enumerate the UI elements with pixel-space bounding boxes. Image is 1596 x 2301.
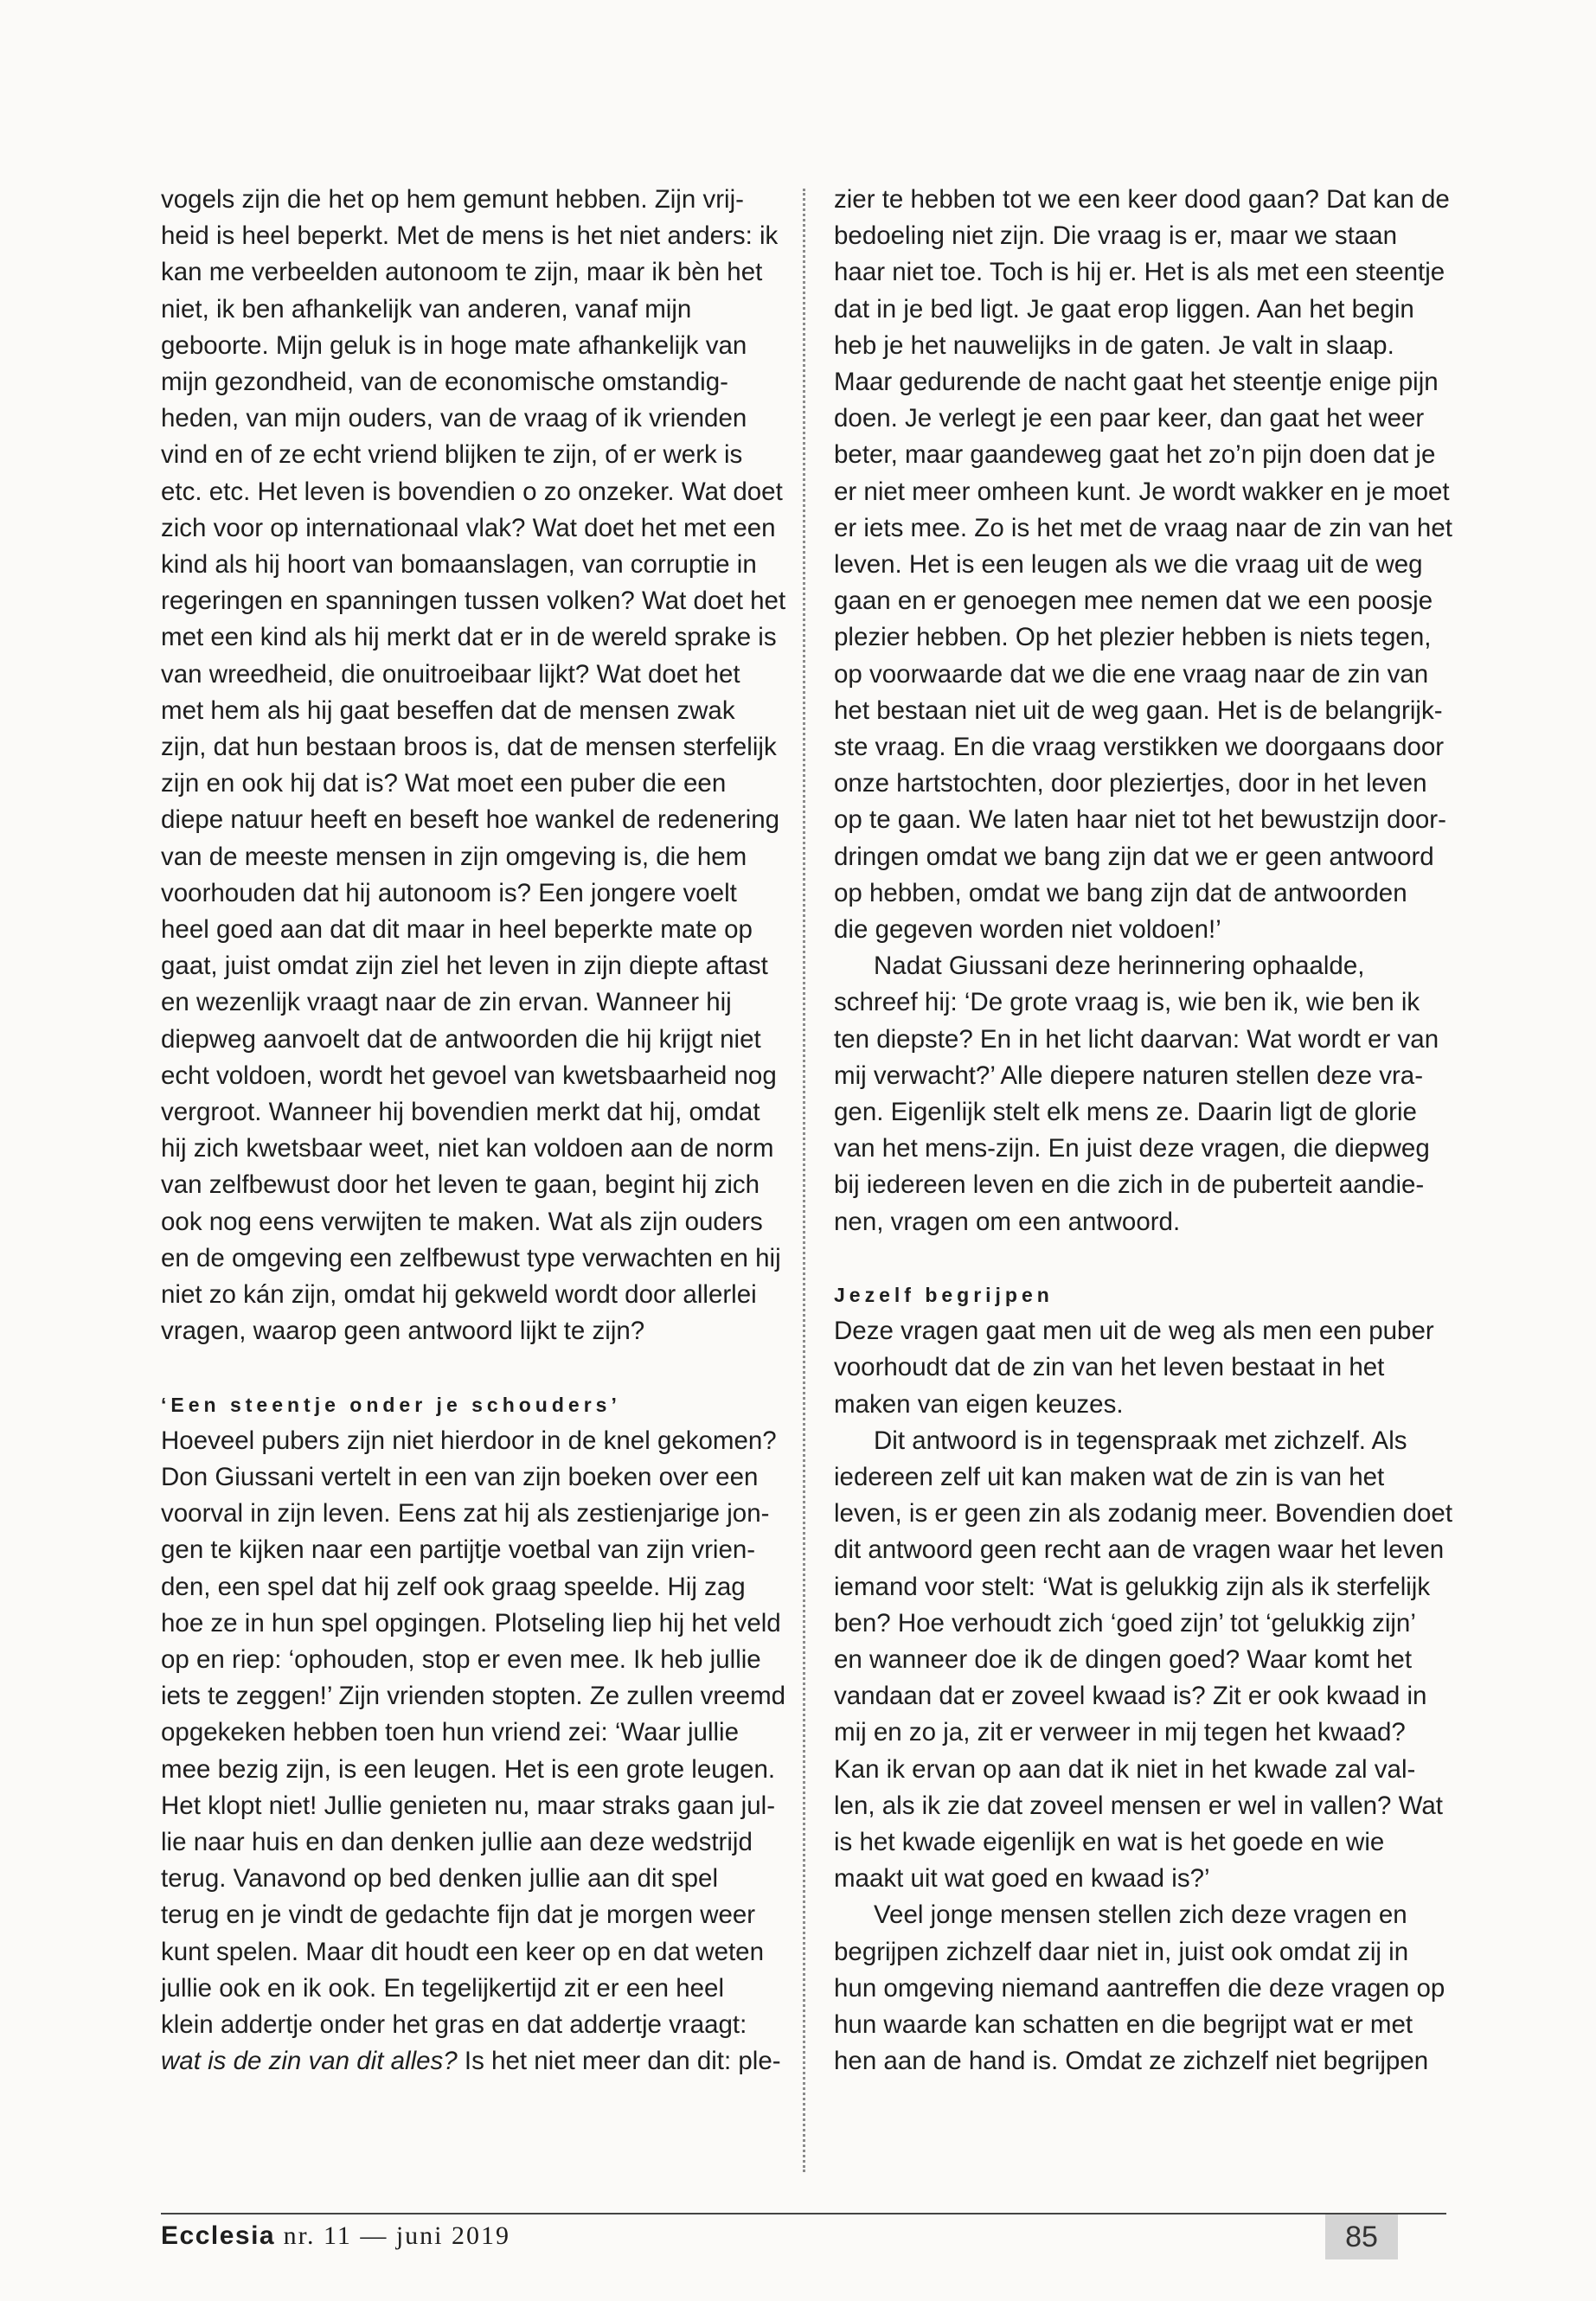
text-line: Maar gedurende de nacht gaat het steentje enige pijn	[834, 368, 1439, 397]
text-line: Veel jonge mensen stellen zich deze vragen en	[874, 1900, 1407, 1930]
text-line: Deze vragen gaat men uit de weg als men een puber	[834, 1317, 1434, 1346]
text-line: voorval in zijn leven. Eens zat hij als zestienjarige jon-	[161, 1499, 770, 1529]
text-line: hij zich kwetsbaar weet, niet kan voldoen aan de norm	[161, 1134, 774, 1163]
text-line: vogels zijn die het op hem gemunt hebben. Zijn vrij-	[161, 185, 744, 214]
text-line	[161, 2043, 801, 2080]
text-line: van zelfbewust door het leven te gaan, begint hij zich	[161, 1170, 760, 1200]
text-line: met hem als hij gaat beseffen dat de mensen zwak	[161, 695, 735, 725]
text-line: Nadat Giussani deze herinnering ophaalde,	[874, 952, 1365, 981]
text-line: dat in je bed ligt. Je gaat erop liggen. Aan het begin	[834, 294, 1414, 324]
text-line: er iets mee. Zo is het met de vraag naar de zin van het	[834, 513, 1452, 542]
text-line: schreef hij: ‘De grote vraag is, wie ben ik, wie ben ik	[834, 988, 1420, 1017]
text-line: ste vraag. En die vraag verstikken we doorgaans door	[834, 733, 1445, 762]
text-line: plezier hebben. Op het plezier hebben is niets tegen,	[834, 623, 1432, 652]
text-line: zijn en ook hij dat is? Wat moet een puber die een	[161, 769, 727, 798]
text-line: en de omgeving een zelfbewust type verwachten en hij	[161, 1243, 781, 1272]
text-line: gaat, juist omdat zijn ziel het leven in zijn diepte aftast	[161, 952, 768, 981]
text-line: opgekeken hebben toen hun vriend zei: ‘Waar jullie	[161, 1718, 740, 1747]
text-line: zich voor op internationaal vlak? Wat doet het met een	[161, 513, 776, 542]
text-line: Het klopt niet! Jullie genieten nu, maar straks gaan jul-	[161, 1791, 776, 1820]
text-line: op hebben, omdat we bang zijn dat de antwoorden	[834, 878, 1407, 907]
text-line: hun waarde kan schatten en die begrijpt wat er met	[834, 2009, 1413, 2039]
text-line: zier te hebben tot we een keer dood gaan? Dat kan de	[834, 185, 1450, 214]
text-line: diepe natuur heeft en beseft hoe wankel de redenering	[161, 805, 780, 835]
text-line: echt voldoen, wordt het gevoel van kwetsbaarheid nog	[161, 1061, 777, 1090]
text-line: is het kwade eigenlijk en wat is het goede en wie	[834, 1827, 1385, 1856]
text-line: op en riep: ‘ophouden, stop er even mee. Ik heb jullie	[161, 1644, 761, 1674]
text-line: bij iedereen leven en die zich in de puberteit aandie-	[834, 1170, 1425, 1200]
text-line: etc. etc. Het leven is bovendien o zo onzeker. Wat doet	[161, 477, 783, 506]
text-line: hen aan de hand is. Omdat ze zichzelf niet begrijpen	[834, 2047, 1429, 2076]
text-line: Don Giussani vertelt in een van zijn boeken over een	[161, 1462, 759, 1491]
text-line: terug. Vanavond op bed denken jullie aan dit spel	[161, 1864, 719, 1894]
text-line: voorhoudt dat de zin van het leven bestaat in het	[834, 1353, 1385, 1382]
paragraph-gap	[834, 1240, 1450, 1277]
footer-rule	[161, 2213, 1446, 2214]
text-line: met een kind als hij merkt dat er in de wereld sprake is	[161, 623, 777, 652]
text-line: iedereen zelf uit kan maken wat de zin is van het	[834, 1462, 1385, 1491]
text-line: doen. Je verlegt je een paar keer, dan gaat het weer	[834, 404, 1425, 433]
text-line: kan me verbeelden autonoom te zijn, maar ik bèn het	[161, 258, 763, 287]
section-heading: ‘Een steentje onder je schouders’	[161, 1393, 621, 1416]
column-divider	[803, 189, 805, 2172]
text-line: maken van eigen keuzes.	[834, 1389, 1124, 1419]
text-line: onze hartstochten, door pleziertjes, door in het leven	[834, 769, 1427, 798]
text-line: van het mens-zijn. En juist deze vragen, die diepweg	[834, 1134, 1430, 1163]
text-line: len, als ik zie dat zoveel mensen er wel in vallen? Wat	[834, 1791, 1443, 1820]
text-line: nen, vragen om een antwoord.	[834, 1207, 1181, 1236]
text-line: op te gaan. We laten haar niet tot het bewustzijn door-	[834, 805, 1446, 835]
text-line: er niet meer omheen kunt. Je wordt wakker en je moet	[834, 477, 1450, 506]
text-line: regeringen en spanningen tussen volken? Wat doet het	[161, 586, 786, 616]
text-line: hun omgeving niemand aantreffen die deze vragen op	[834, 1973, 1445, 2003]
text-line: heel goed aan dat dit maar in heel beperkte mate op	[161, 915, 753, 945]
text-line: mij verwacht?’ Alle diepere naturen stellen deze vra-	[834, 1061, 1424, 1090]
text-line: Hoeveel pubers zijn niet hierdoor in de knel gekomen?	[161, 1426, 777, 1455]
text-line: die gegeven worden niet voldoen!’	[834, 915, 1221, 945]
text-line: zijn, dat hun bestaan broos is, dat de mensen sterfelijk	[161, 733, 777, 762]
text-line: den, een spel dat hij zelf ook graag speelde. Hij zag	[161, 1572, 746, 1601]
page-number: 85	[1325, 2214, 1398, 2259]
text-line: maakt uit wat goed en kwaad is?’	[834, 1864, 1210, 1894]
text-line: leven, is er geen zin als zodanig meer. Bovendien doet	[834, 1499, 1453, 1529]
section-heading: Jezelf begrijpen	[834, 1283, 1054, 1306]
text-line: gaan en er genoegen mee nemen dat we een poosje	[834, 586, 1433, 616]
text-line: heden, van mijn ouders, van de vraag of ik vrienden	[161, 404, 747, 433]
text-line: diepweg aanvoelt dat de antwoorden die hij krijgt niet	[161, 1024, 761, 1054]
text-line: kind als hij hoort van bomaanslagen, van corruptie in	[161, 550, 757, 580]
text-line: kunt spelen. Maar dit houdt een keer op en dat weten	[161, 1937, 764, 1966]
text-line: vergroot. Wanneer hij bovendien merkt dat hij, omdat	[161, 1098, 760, 1127]
text-line: klein addertje onder het gras en dat addertje vraagt:	[161, 2009, 747, 2039]
text-line: heid is heel beperkt. Met de mens is het niet anders: ik	[161, 221, 779, 251]
text-line: hoe ze in hun spel opgingen. Plotseling liep hij het veld	[161, 1608, 781, 1638]
text-line: terug en je vindt de gedachte fijn dat je morgen weer	[161, 1900, 756, 1930]
text-line: gen. Eigenlijk stelt elk mens ze. Daarin ligt de glorie	[834, 1098, 1417, 1127]
text-line: vandaan dat er zoveel kwaad is? Zit er ook kwaad in	[834, 1682, 1427, 1711]
left-column	[161, 182, 801, 2080]
text-line: voorhouden dat hij autonoom is? Een jongere voelt	[161, 878, 737, 907]
text-line: vragen, waarop geen antwoord lijkt te zijn?	[161, 1317, 645, 1346]
text-line: heb je het nauwelijks in de gaten. Je valt in slaap.	[834, 330, 1394, 360]
text-line: Kan ik ervan op aan dat ik niet in het kwade zal val-	[834, 1754, 1416, 1784]
text-line: van de meeste mensen in zijn omgeving is, die hem	[161, 842, 747, 871]
text-line: jullie ook en ik ook. En tegelijkertijd zit er een heel	[161, 1973, 725, 2003]
text-line: mee bezig zijn, is een leugen. Het is een grote leugen.	[161, 1754, 776, 1784]
footer-publication	[161, 2221, 510, 2251]
text-line: niet zo kán zijn, omdat hij gekweld wordt door allerlei	[161, 1280, 757, 1310]
text-line: niet, ik ben afhankelijk van anderen, vanaf mijn	[161, 294, 692, 324]
text-line: bedoeling niet zijn. Die vraag is er, maar we staan	[834, 221, 1397, 251]
right-column	[834, 182, 1453, 2080]
paragraph-gap	[161, 1350, 801, 1387]
text-line: geboorte. Mijn geluk is in hoge mate afhankelijk van	[161, 330, 747, 360]
text-line: Dit antwoord is in tegenspraak met zichzelf. Als	[874, 1426, 1407, 1455]
text-line: iemand voor stelt: ‘Wat is gelukkig zijn als ik sterfelijk	[834, 1572, 1431, 1601]
text-line: en wanneer doe ik de dingen goed? Waar komt het	[834, 1644, 1413, 1674]
text-line: ben? Hoe verhoudt zich ‘goed zijn’ tot ‘gelukkig zijn’	[834, 1608, 1416, 1638]
text-line: dit antwoord geen recht aan de vragen waar het leven	[834, 1535, 1445, 1565]
text-line: beter, maar gaandeweg gaat het zo’n pijn doen dat je	[834, 440, 1436, 470]
text-line: leven. Het is een leugen als we die vraag uit de weg	[834, 550, 1423, 580]
text-line: mijn gezondheid, van de economische omstandig-	[161, 368, 728, 397]
magazine-name: Ecclesia	[161, 2221, 276, 2250]
text-line: gen te kijken naar een partijtje voetbal van zijn vrien-	[161, 1535, 756, 1565]
text-line: mij en zo ja, zit er verweer in mij tegen het kwaad?	[834, 1718, 1406, 1747]
text-line: dringen omdat we bang zijn dat we er geen antwoord	[834, 842, 1434, 871]
text-rest: Is het niet meer dan dit: ple-	[457, 2047, 781, 2076]
text-line: iets te zeggen!’ Zijn vrienden stopten. Ze zullen vreemd	[161, 1682, 786, 1711]
issue-info: nr. 11 — juni 2019	[275, 2221, 511, 2250]
text-line: begrijpen zichzelf daar niet in, juist ook omdat zij in	[834, 1937, 1409, 1966]
italic-phrase: wat is de zin van dit alles?	[161, 2047, 458, 2076]
text-line: haar niet toe. Toch is hij er. Het is als met een steentje	[834, 258, 1445, 287]
text-line: het bestaan niet uit de weg gaan. Het is de belangrijk-	[834, 695, 1443, 725]
text-line: vind en of ze echt vriend blijken te zijn, of er werk is	[161, 440, 743, 470]
text-line: op voorwaarde dat we die ene vraag naar de zin van	[834, 659, 1429, 689]
text-line: en wezenlijk vraagt naar de zin ervan. Wanneer hij	[161, 988, 732, 1017]
text-line: ook nog eens verwijten te maken. Wat als zijn ouders	[161, 1207, 763, 1236]
text-line: lie naar huis en dan denken jullie aan deze wedstrijd	[161, 1827, 753, 1856]
text-line: ten diepste? En in het licht daarvan: Wat wordt er van	[834, 1024, 1439, 1054]
text-line: van wreedheid, die onuitroeibaar lijkt? Wat doet het	[161, 659, 740, 689]
